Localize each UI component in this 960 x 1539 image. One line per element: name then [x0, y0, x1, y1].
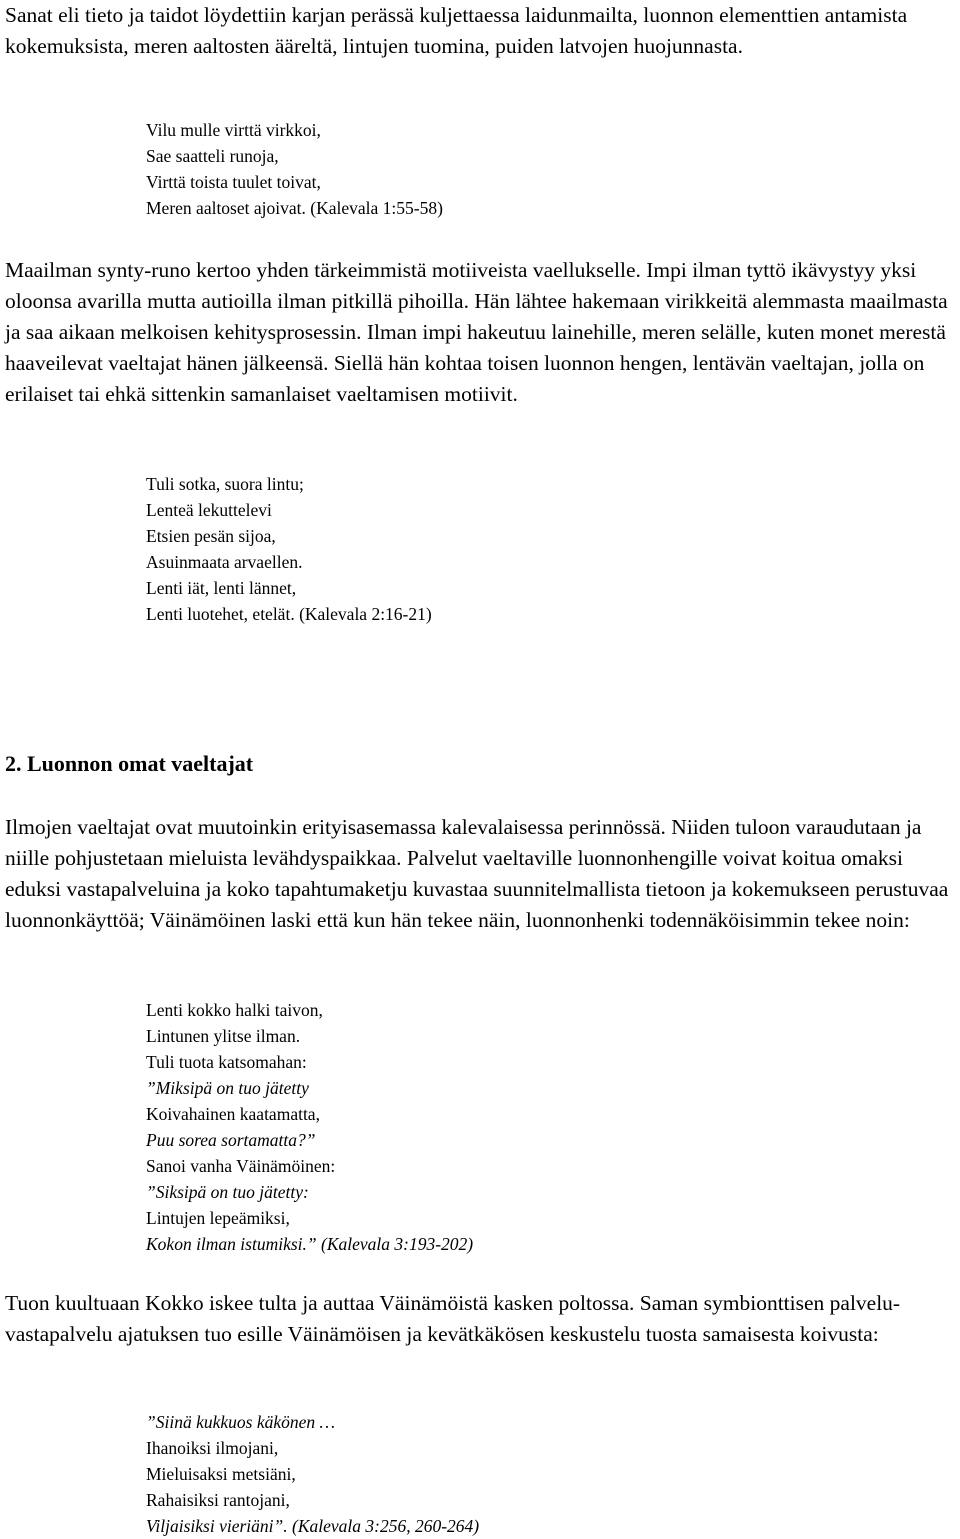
poem-line: Asuinmaata arvaellen.: [146, 552, 303, 572]
poem-line: Lenti kokko halki taivon,: [146, 1000, 323, 1020]
poem-stanza-2: [146, 471, 936, 627]
poem-line-italic: ”Siinä kukkuos käkönen …: [146, 1412, 336, 1432]
poem-line: [146, 1409, 936, 1435]
poem-stanza-1: [146, 117, 936, 221]
poem-line: Lintunen ylitse ilman.: [146, 1026, 301, 1046]
section-heading: 2. Luonnon omat vaeltajat: [5, 751, 254, 776]
poem-line: [146, 1513, 936, 1539]
poem-line: Etsien pesän sijoa,: [146, 526, 276, 546]
poem-line: Lenti luotehet, etelät. (Kalevala 2:16-21): [146, 604, 432, 624]
poem-line: Lenti iät, lenti lännet,: [146, 578, 297, 598]
poem-line-italic: Puu sorea sortamatta?”: [146, 1130, 316, 1150]
poem-line: Sae saatteli runoja,: [146, 146, 279, 166]
poem-stanza-4: [146, 1409, 936, 1539]
poem-line-italic: ”Miksipä on tuo jätetty: [146, 1078, 309, 1098]
poem-line: Koivahainen kaatamatta,: [146, 1104, 320, 1124]
poem-line: [146, 1075, 936, 1101]
poem-line-italic: Viljaisiksi vieriäni”. (Kalevala 3:256, 260-264): [146, 1516, 480, 1536]
poem-line: Mieluisaksi metsiäni,: [146, 1464, 296, 1484]
intro-paragraph: Sanat eli tieto ja taidot löydettiin karjan perässä kuljettaessa laidunmailta, luonnon elementtien antamista kokemuksista, meren aaltosten ääreltä, lintujen tuomina, puiden latvojen huojunnasta.: [5, 3, 908, 58]
poem-line: Lenteä lekuttelevi: [146, 500, 272, 520]
poem-line: Tuli tuota katsomahan:: [146, 1052, 307, 1072]
poem-line: Ihanoiksi ilmojani,: [146, 1438, 279, 1458]
poem-line: Vilu mulle virttä virkkoi,: [146, 120, 321, 140]
poem-line: [146, 1179, 936, 1205]
poem-line: [146, 1127, 936, 1153]
poem-line-italic: ”Siksipä on tuo jätetty:: [146, 1182, 309, 1202]
poem-line: Tuli sotka, suora lintu;: [146, 474, 304, 494]
poem-line: Lintujen lepeämiksi,: [146, 1208, 290, 1228]
paragraph-2: Maailman synty-runo kertoo yhden tärkeimmistä motiiveista vaellukselle. Impi ilman tyttö ikävystyy yksi oloonsa avarilla mutta autioilla ilman pitkillä pihoilla. Hän lähtee hakemaan virikkeitä alemmasta maailmasta ja saa aikaan melkoisen kehitysprosessin. Ilman impi hakeutuu lainehille, meren selälle, kuten monet merestä haaveilevat vaeltajat hänen jälkeensä. Siellä hän kohtaa toisen luonnon hengen, lentävän vaeltajan, jolla on erilaiset tai ehkä sittenkin samanlaiset vaeltamisen motiivit.: [5, 258, 948, 406]
poem-stanza-3: [146, 997, 936, 1257]
poem-line: Virttä toista tuulet toivat,: [146, 172, 321, 192]
poem-line: Rahaisiksi rantojani,: [146, 1490, 290, 1510]
paragraph-3: Ilmojen vaeltajat ovat muutoinkin erityisasemassa kalevalaisessa perinnössä. Niiden tuloon varaudutaan ja niille pohjustetaan mieluista levähdyspaikkaa. Palvelut vaeltaville luonnonhengille voivat koitua omaksi eduksi vastapalveluina ja koko tapahtumaketju kuvastaa suunnitelmallista tietoon ja kokemukseen perustuvaa luonnonkäyttöä; Väinämöinen laski että kun hän tekee näin, luonnonhenki todennäköisimmin tekee noin:: [5, 815, 949, 932]
paragraph-4: Tuon kuultuaan Kokko iskee tulta ja auttaa Väinämöistä kasken poltossa. Saman symbionttisen palvelu-vastapalvelu ajatuksen tuo esille Väinämöisen ja kevätkäkösen keskustelu tuosta samaisesta koivusta:: [5, 1291, 901, 1346]
poem-line-italic: Kokon ilman istumiksi.” (Kalevala 3:193-202): [146, 1234, 474, 1254]
poem-line: Meren aaltoset ajoivat. (Kalevala 1:55-58): [146, 198, 443, 218]
poem-line: Sanoi vanha Väinämöinen:: [146, 1156, 336, 1176]
poem-line: [146, 1231, 936, 1257]
